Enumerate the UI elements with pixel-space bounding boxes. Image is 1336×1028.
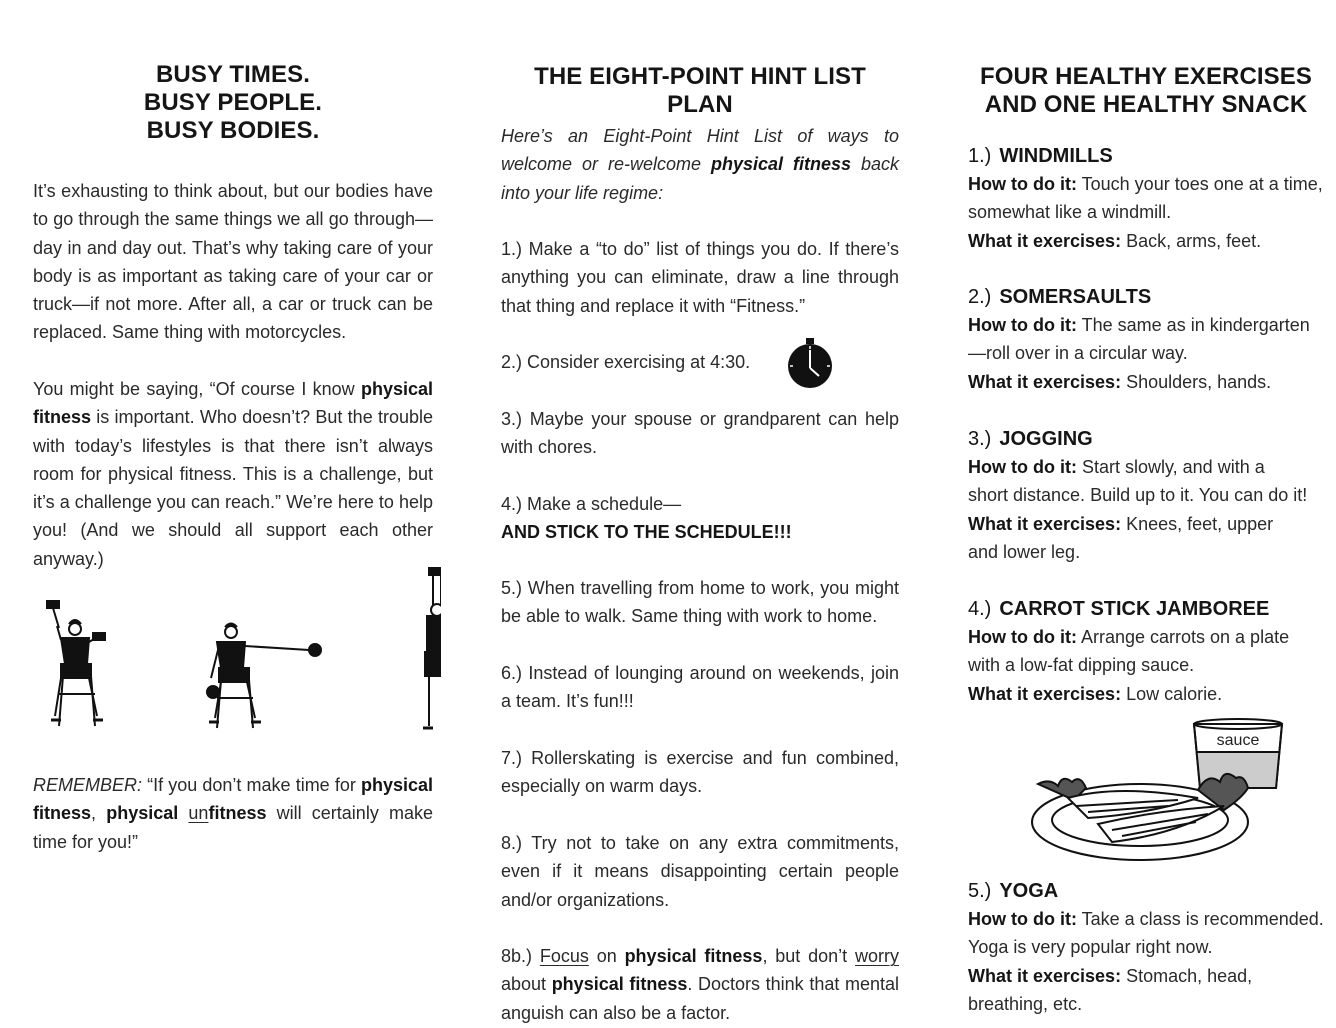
sauce-label: sauce bbox=[1216, 732, 1260, 749]
hint-3: 3.) Maybe your spouse or grandparent can help with chores. bbox=[501, 409, 899, 458]
what-text: Stomach, head, breathing, etc. bbox=[968, 965, 1253, 1014]
exercise-what bbox=[968, 510, 1308, 567]
heading-line-1: FOUR HEALTHY EXERCISES bbox=[979, 63, 1313, 90]
hint-2: 2.) Consider exercising at 4:30. bbox=[501, 352, 751, 372]
how-label: How to do it: bbox=[968, 627, 1077, 647]
what-label: What it exercises: bbox=[968, 513, 1122, 534]
how-label: How to do it: bbox=[968, 174, 1077, 194]
exercise-item bbox=[968, 425, 1308, 566]
text-span: Here’s an Eight-Point Hint List of ways to welcome or re-welcome bbox=[501, 126, 899, 175]
text-span: “If you don’t make time for bbox=[142, 775, 361, 795]
remember-paragraph bbox=[33, 771, 433, 856]
bold-phrase: physical fitness bbox=[33, 379, 433, 428]
exercise-what bbox=[968, 680, 1308, 708]
text-span bbox=[178, 803, 188, 823]
heading-line-2: AND ONE HEALTHY SNACK bbox=[984, 91, 1308, 118]
exercise-number: 1.) bbox=[968, 145, 992, 167]
heading-line-1: BUSY TIMES. bbox=[155, 61, 311, 88]
text-span: You might be saying, “Of course I know bbox=[33, 379, 361, 399]
remember-label: REMEMBER: bbox=[33, 775, 143, 795]
exercises-heading bbox=[968, 63, 1324, 119]
how-text: Start slowly, and with a short distance. Build up to it. You can do it! bbox=[968, 457, 1308, 506]
text-span: . Doctors think that mental anguish can also be a factor. bbox=[501, 974, 899, 1023]
how-text: Take a class is recommended. Yoga is very popular right now. bbox=[968, 909, 1324, 958]
text-span: back into your life regime: bbox=[501, 154, 899, 203]
exercise-how bbox=[968, 623, 1308, 680]
exercise-name: WINDMILLS bbox=[999, 145, 1113, 167]
underlined-word: Focus bbox=[539, 946, 589, 966]
exercise-number: 2.) bbox=[968, 286, 992, 308]
exercise-item bbox=[968, 595, 1308, 708]
how-label: How to do it: bbox=[968, 457, 1077, 477]
hint-8: 8.) Try not to take on any extra commitments, even if it means disappointing certain people and/or organizations. bbox=[501, 833, 899, 910]
exercise-name: CARROT STICK JAMBOREE bbox=[999, 598, 1270, 620]
exercise-title bbox=[968, 425, 1308, 453]
exercise-title bbox=[968, 877, 1326, 905]
hint-4 bbox=[501, 490, 899, 547]
exercise-name: SOMERSAULTS bbox=[999, 286, 1152, 308]
what-text: Knees, feet, upper and lower leg. bbox=[968, 513, 1274, 562]
exercise-what bbox=[968, 368, 1326, 396]
what-label: What it exercises: bbox=[968, 965, 1122, 986]
how-text: Touch your toes one at a time, somewhat like a windmill. bbox=[968, 174, 1323, 223]
exercise-number: 3.) bbox=[968, 428, 992, 450]
bold-phrase: physical fitness bbox=[551, 974, 688, 995]
exercise-how bbox=[968, 905, 1326, 962]
exercise-title bbox=[968, 142, 1326, 170]
hint-5: 5.) When travelling from home to work, you might be able to walk. Same thing with work to home. bbox=[501, 578, 899, 627]
exercise-how bbox=[968, 170, 1326, 227]
standing-press-figure bbox=[423, 568, 441, 728]
text-span: about bbox=[501, 974, 552, 995]
exercise-how bbox=[968, 311, 1326, 368]
exercise-title bbox=[968, 283, 1326, 311]
what-text: Low calorie. bbox=[1121, 683, 1223, 704]
text-span: , bbox=[91, 803, 107, 824]
what-label: What it exercises: bbox=[968, 371, 1122, 392]
text-span: on bbox=[588, 946, 625, 966]
underlined-word: worry bbox=[855, 946, 899, 966]
how-text: Arrange carrots on a plate with a low-fat dipping sauce. bbox=[968, 627, 1290, 676]
heading-line-2: BUSY PEOPLE. bbox=[143, 89, 323, 116]
text-span: , but don’t bbox=[762, 946, 855, 966]
how-label: How to do it: bbox=[968, 909, 1077, 929]
heading-line-3: BUSY BODIES. bbox=[146, 117, 320, 144]
text-span: is important. Who doesn’t? But the trouble with today’s lifestyles is that there isn’t always room for physical fitness. This is a challenge, but it’s a challenge you can reach.” We’re here to help you! (And we should all support each other anyway.) bbox=[33, 407, 433, 569]
bold-phrase: physical bbox=[106, 803, 179, 824]
fitness-paragraph bbox=[33, 375, 433, 573]
what-label: What it exercises: bbox=[968, 230, 1122, 251]
how-text: The same as in kindergarten—roll over in a circular way. bbox=[968, 315, 1310, 364]
exercise-what bbox=[968, 962, 1326, 1019]
hint-7: 7.) Rollerskating is exercise and fun combined, especially on warm days. bbox=[501, 748, 899, 797]
bold-phrase: physical fitness bbox=[710, 154, 851, 175]
bold-phrase: fitness bbox=[208, 803, 267, 824]
carrots-plate-illustration bbox=[1028, 714, 1288, 874]
hint-4-text: 4.) Make a schedule— bbox=[501, 494, 682, 514]
exercise-how bbox=[968, 453, 1308, 510]
seated-raise-figure bbox=[207, 624, 321, 729]
how-label: How to do it: bbox=[968, 315, 1077, 335]
hint-4-emphasis: AND STICK TO THE SCHEDULE!!! bbox=[501, 522, 792, 543]
exercise-number: 4.) bbox=[968, 598, 992, 620]
what-text: Shoulders, hands. bbox=[1121, 371, 1272, 392]
exercise-item bbox=[968, 877, 1326, 1018]
exercise-what bbox=[968, 227, 1326, 255]
busy-heading bbox=[33, 61, 433, 145]
what-text: Back, arms, feet. bbox=[1121, 230, 1262, 251]
bold-phrase: physical fitness bbox=[624, 946, 763, 966]
text-span: will certainly make time for you!” bbox=[33, 803, 433, 852]
what-label: What it exercises: bbox=[968, 683, 1122, 704]
underlined-prefix: un bbox=[188, 803, 209, 824]
exercise-item bbox=[968, 142, 1326, 255]
hint-intro bbox=[501, 122, 899, 207]
hint-list-heading: THE EIGHT-POINT HINT LIST PLAN bbox=[534, 63, 866, 118]
stopwatch-icon bbox=[786, 338, 834, 390]
hint-8b bbox=[501, 942, 899, 1027]
hint-6: 6.) Instead of lounging around on weekends, join a team. It’s fun!!! bbox=[501, 663, 899, 712]
intro-paragraph: It’s exhausting to think about, but our bodies have to go through the same things we all go through—day in and day out. That’s why taking care of your body is as important as taking care of your car or truck—if not more. After all, a car or truck can be replaced. Same thing with motorcycles. bbox=[33, 181, 433, 343]
exercise-title bbox=[968, 595, 1308, 623]
exercise-figures bbox=[41, 566, 441, 736]
bold-phrase: physical fitness bbox=[33, 775, 433, 824]
hint-1: 1.) Make a “to do” list of things you do. If there’s anything you can eliminate, draw a line through that thing and replace it with “Fitness.” bbox=[501, 239, 899, 316]
text-span: 8b.) bbox=[501, 946, 540, 966]
exercise-name: JOGGING bbox=[999, 428, 1093, 450]
exercise-item bbox=[968, 283, 1326, 396]
exercise-name: YOGA bbox=[999, 880, 1059, 902]
seated-press-figure bbox=[47, 601, 105, 726]
exercise-number: 5.) bbox=[968, 880, 992, 902]
